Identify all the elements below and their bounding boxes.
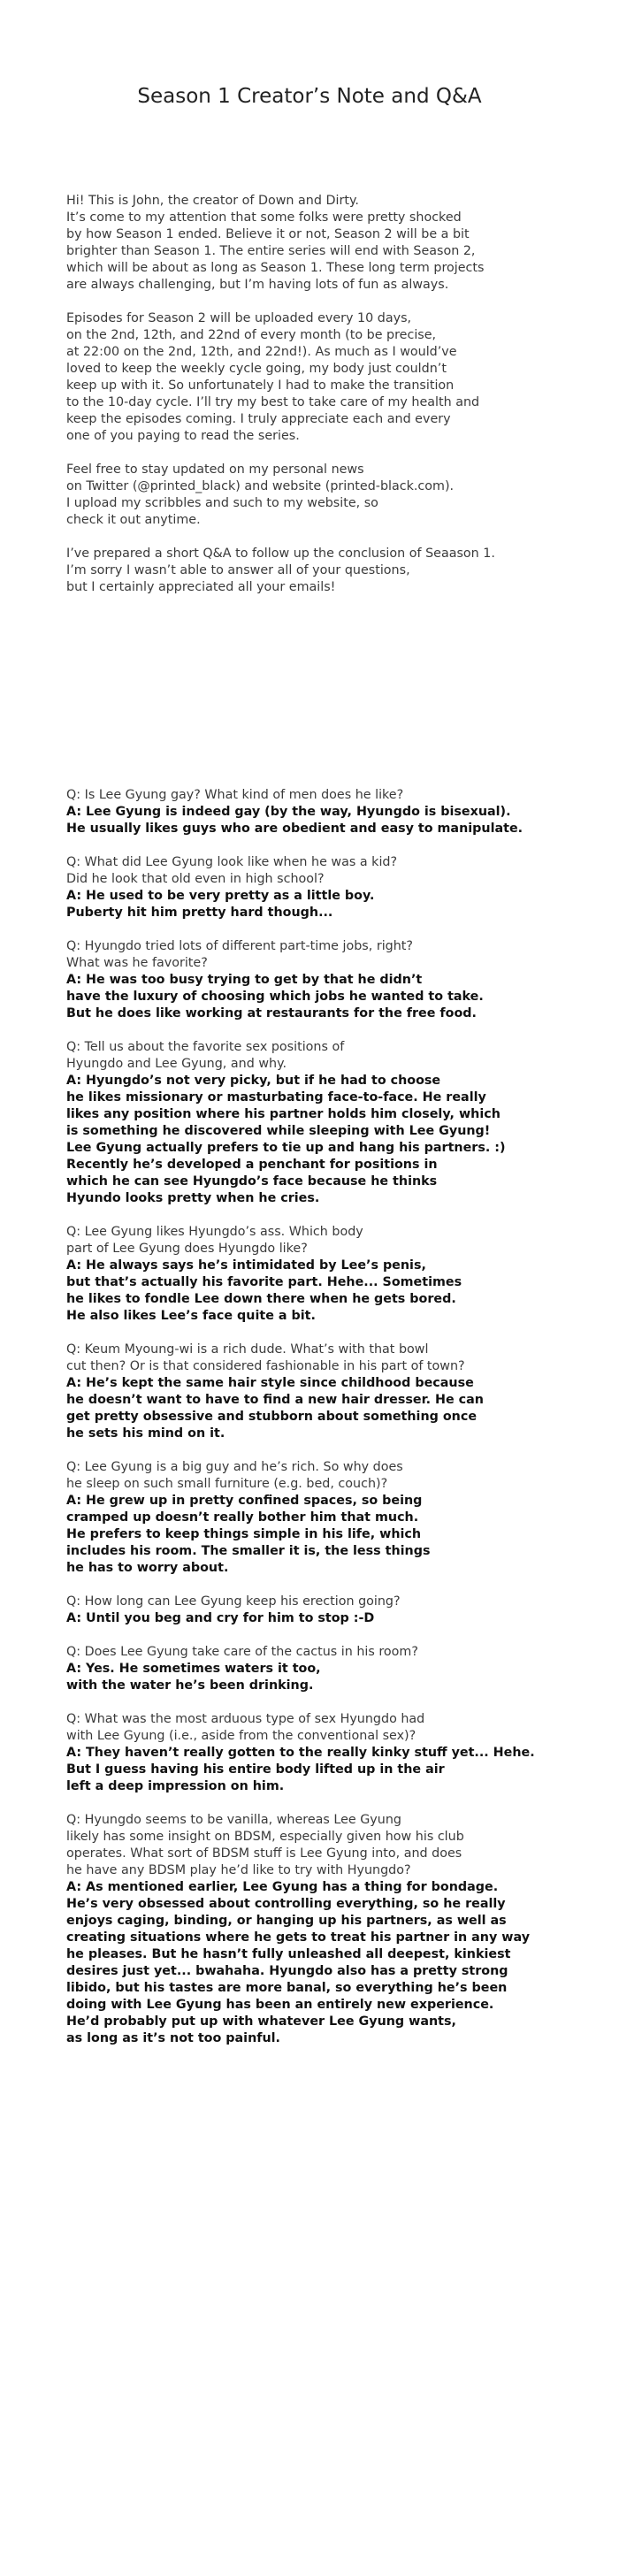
question: Q: Keum Myoung-wi is a rich dude. What’s with that bowl cut then? Or is that considered fashionable in his part of town?: [66, 1342, 465, 1373]
qa-item: [66, 1459, 562, 1577]
qa-item: [66, 854, 562, 921]
answer: A: He grew up in pretty confined spaces, so being cramped up doesn’t really bother him that much. He prefers to keep things simple in his life, which includes his room. The smaller it is, the less things he has to worry about.: [66, 1494, 431, 1575]
intro-paragraph: Hi! This is John, the creator of Down and Dirty. It’s come to my attention that some folks were pretty shocked by how Season 1 ended. Believe it or not, Season 2 will be a bit brighter than Season 1. The entire series will end with Season 2, which will be about as long as Season 1. These long term projects are always challenging, but I’m having lots of fun as always.: [66, 194, 485, 292]
answer: A: He’s kept the same hair style since childhood because he doesn’t want to have to find a new hair dresser. He can get pretty obsessive and stubborn about something once he sets his mind on it.: [66, 1376, 484, 1441]
qa-item: [66, 1224, 562, 1325]
question: Q: What was the most arduous type of sex Hyungdo had with Lee Gyung (i.e., aside from the conventional sex)?: [66, 1712, 425, 1743]
question: Q: What did Lee Gyung look like when he was a kid? Did he look that old even in high school?: [66, 855, 398, 886]
answer: A: He was too busy trying to get by that he didn’t have the luxury of choosing which jobs he wanted to take. But he does like working at restaurants for the free food.: [66, 973, 484, 1020]
answer: A: He always says he’s intimidated by Lee’s penis, but that’s actually his favorite part. Hehe... Sometimes he likes to fondle Lee down there when he gets bored. He also likes Lee’s face quite a bit.: [66, 1258, 462, 1323]
question: Q: Lee Gyung likes Hyungdo’s ass. Which body part of Lee Gyung does Hyungdo like?: [66, 1225, 363, 1256]
answer: A: He used to be very pretty as a little boy. Puberty hit him pretty hard though...: [66, 889, 375, 920]
intro-paragraph: Episodes for Season 2 will be uploaded every 10 days, on the 2nd, 12th, and 22nd of every month (to be precise, at 22:00 on the 2nd, 12th, and 22nd!). As much as I would’ve loved to keep the weekly cycle going, my body just couldn’t keep up with it. So unfortunately I had to make the transition to the 10-day cycle. I’ll try my best to take care of my health and keep the episodes coming. I truly appreciate each and every one of you paying to read the series.: [66, 311, 480, 443]
answer: A: Yes. He sometimes waters it too, with the water he’s been drinking.: [66, 1662, 321, 1693]
qa-item: [66, 1644, 562, 1694]
qa-item: [66, 1594, 562, 1627]
question: Q: Is Lee Gyung gay? What kind of men does he like?: [66, 788, 404, 802]
answer: A: Until you beg and cry for him to stop :-D: [66, 1611, 375, 1625]
qa-item: [66, 1711, 562, 1795]
intro-paragraph: Feel free to stay updated on my personal news on Twitter (@printed_black) and website (printed-black.com). I upload my scribbles and such to my website, so check it out anytime.: [66, 462, 455, 527]
question: Q: Does Lee Gyung take care of the cactus in his room?: [66, 1645, 418, 1659]
answer: A: Lee Gyung is indeed gay (by the way, Hyungdo is bisexual). He usually likes guys who are obedient and easy to manipulate.: [66, 805, 523, 836]
answer: A: They haven’t really gotten to the really kinky stuff yet... Hehe. But I guess having his entire body lifted up in the air left a deep impression on him.: [66, 1746, 535, 1793]
question: Q: How long can Lee Gyung keep his erection going?: [66, 1594, 401, 1609]
qa-item: [66, 787, 562, 837]
qa-item: [66, 1812, 562, 2047]
qa-section: [66, 787, 562, 2064]
question: Q: Lee Gyung is a big guy and he’s rich. So why does he sleep on such small furniture (e.g. bed, couch)?: [66, 1460, 403, 1491]
intro-section: [66, 193, 562, 613]
question: Q: Hyungdo seems to be vanilla, whereas Lee Gyung likely has some insight on BDSM, especially given how his club operates. What sort of BDSM stuff is Lee Gyung into, and does he have any BDSM play he’d like to try with Hyungdo?: [66, 1813, 464, 1877]
page-title: Season 1 Creator’s Note and Q&A: [137, 85, 482, 108]
question: Q: Hyungdo tried lots of different part-time jobs, right? What was he favorite?: [66, 939, 414, 970]
qa-item: [66, 1342, 562, 1442]
qa-item: [66, 938, 562, 1022]
intro-paragraph: I’ve prepared a short Q&A to follow up the conclusion of Seaason 1. I’m sorry I wasn’t able to answer all of your questions, but I certainly appreciated all your emails!: [66, 547, 495, 594]
answer: A: Hyungdo’s not very picky, but if he had to choose he likes missionary or masturbating face-to-face. He really likes any position where his partner holds him closely, which is something he discovered while sleeping with Lee Gyung! Lee Gyung actually prefers to tie up and hang his partners. :) Recently he’s developed a penchant for positions in which he can see Hyungdo’s face because he thinks Hyundo looks pretty when he cries.: [66, 1074, 506, 1205]
question: Q: Tell us about the favorite sex positions of Hyungdo and Lee Gyung, and why.: [66, 1040, 345, 1071]
qa-item: [66, 1039, 562, 1207]
answer: A: As mentioned earlier, Lee Gyung has a thing for bondage. He’s very obsessed about controlling everything, so he really enjoys caging, binding, or hanging up his partners, as well as creating situations where he gets to treat his partner in any way he pleases. But he hasn’t fully unleashed all deepest, kinkiest desires just yet... bwahaha. Hyungdo also has a pretty strong libido, but his tastes are more banal, so everything he’s been doing with Lee Gyung has been an entirely new experience. He’d probably put up with whatever Lee Gyung wants, as long as it’s not too painful.: [66, 1880, 531, 2045]
